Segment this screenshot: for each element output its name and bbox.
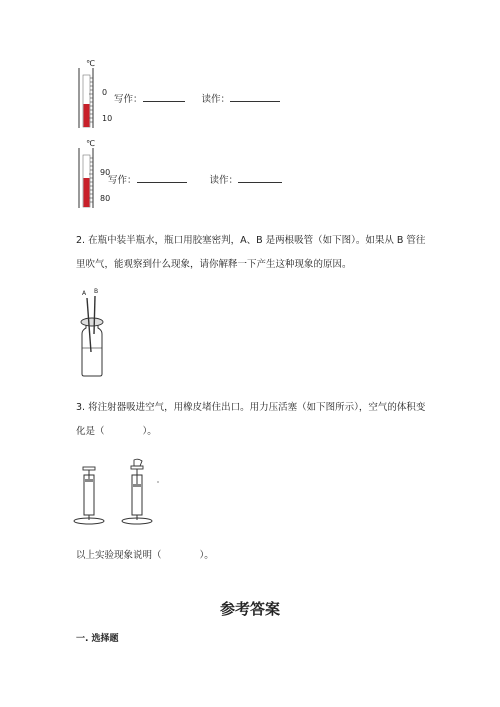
thermometer-1-tick-top: 0	[102, 88, 108, 97]
thermometer-2-tick-top: 90	[100, 168, 111, 177]
question-3-conclusion: 以上实验现象说明（ ）。	[76, 550, 214, 561]
write-blank[interactable]	[143, 91, 185, 102]
thermometer-1-icon	[78, 60, 102, 130]
write-blank[interactable]	[137, 172, 187, 183]
read-blank[interactable]	[238, 172, 282, 183]
thermometer-1-tick-bottom: 10	[102, 114, 113, 123]
read-label: 读作：	[209, 175, 239, 186]
bottle-with-straws-icon	[72, 290, 112, 378]
thermometer-2-unit: ℃	[86, 139, 95, 148]
straw-label-a: A	[82, 290, 87, 297]
thermometer-2-answer-line	[108, 172, 282, 188]
syringe-figure-2	[118, 458, 162, 527]
answers-section-title: 一. 选择题	[76, 634, 119, 644]
read-blank[interactable]	[230, 91, 280, 102]
straw-label-b: B	[94, 288, 99, 295]
answers-title: 参考答案	[219, 600, 280, 618]
syringe-icon	[72, 465, 108, 527]
syringe-pressed-icon	[118, 458, 162, 527]
read-label: 读作：	[201, 94, 231, 105]
write-label: 写作：	[114, 94, 143, 105]
write-label: 写作：	[108, 175, 137, 186]
thermometer-2-icon	[78, 140, 102, 210]
thermometer-1-unit: ℃	[86, 59, 95, 68]
thermometer-2-tick-bottom: 80	[100, 194, 111, 203]
question-2-text: 2. 在瓶中装半瓶水，瓶口用胶塞密判，A、B 是两根吸管（如下图）。如果从 B 管往里吹气，能观察到什么现象，请你解释一下产生这种现象的原因。	[76, 235, 426, 270]
thermometer-2-figure	[78, 140, 102, 210]
bottle-figure	[72, 290, 112, 378]
question-3-text: 3. 将注射器吸进空气，用橡皮堵住出口。用力压活塞（如下图所示），空气的体积变化是（ ）。	[76, 402, 426, 437]
syringe-figure-1	[72, 465, 108, 527]
thermometer-1-figure	[78, 60, 102, 130]
thermometer-1-answer-line	[114, 91, 280, 107]
